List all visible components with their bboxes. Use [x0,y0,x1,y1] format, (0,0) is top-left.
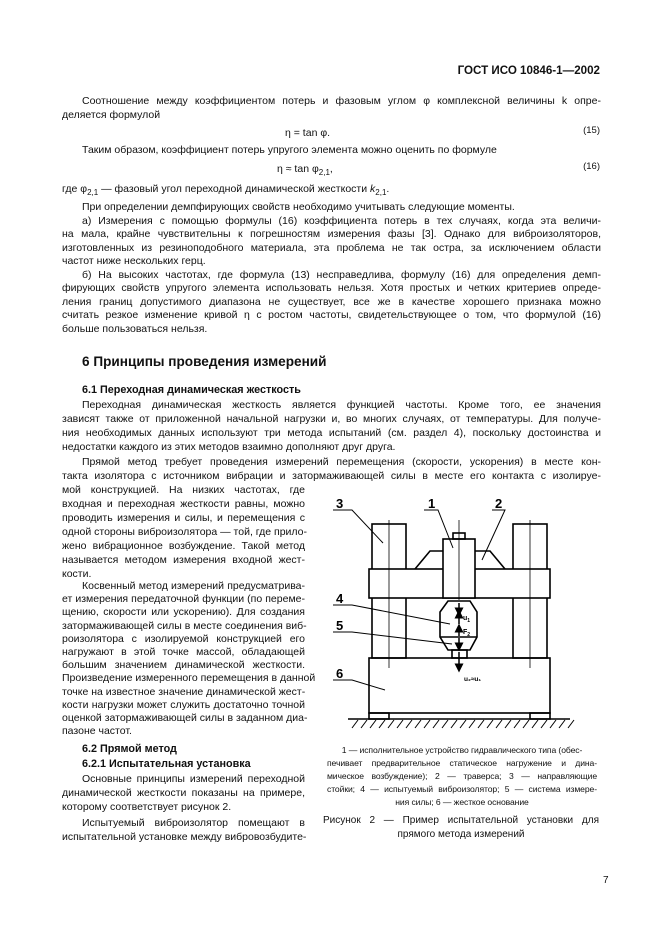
text-line: пазоне частот. [62,725,132,738]
figure-label-4: 4 [336,591,344,606]
section-6-2-heading: 6.2 Прямой метод [82,743,177,755]
hatch-stroke [442,720,448,728]
text-line: большим значением динамической жесткости. [62,659,305,672]
hatch-stroke [532,720,538,728]
equation-16-text: η ≈ tan φ [277,163,319,175]
paragraph-3 [62,183,389,195]
text-line: щению, скорости или ускорению). Для создания [62,606,305,619]
text-line: изготовленных из резиноподобного материала, эта проблема не так остра, за исключением области [62,241,601,254]
text-line: считать резкое изменение кривой η с ростом частоты, свидетельствующее о том, что формулой (16) [62,309,601,322]
text-line: которому соответствует рисунок 2. [62,801,232,813]
text-line: проводить измерения и силы, и перемещения с [62,511,305,524]
text-line: Произведение измеренного перемещения в данной [62,672,316,685]
text-line: мой конструкцией. На низких частотах, где [62,483,305,496]
text-line: частот ниже нескольких герц. [62,255,206,268]
text-line: Соотношение между коэффициентом потерь и фазовым углом φ комплексной величины k опре- [82,95,601,107]
figure-caption-line: прямого метода измерений [397,829,525,840]
text-line: на мала, крайне чувствительны к погрешностям измерения фазы [3]. Однако для виброизоляторов, [62,228,601,241]
hatch-stroke [415,720,421,728]
hatch-stroke [559,720,565,728]
text-line: Основные принципы измерений переходной [82,773,305,785]
text-line: Переходная динамическая жесткость является функцией частоты. Кроме того, ее значения [82,399,601,411]
hatch-stroke [487,720,493,728]
text-line: деляется формулой [62,109,161,121]
text-line: б) На высоких частотах, где формула (13) несправедлива, формулу (16) для определения демп- [82,269,601,281]
equation-16-number: (16) [583,161,600,172]
ground-hatch [352,720,574,728]
figure-caption-line: Рисунок 2 — Пример испытательной установки для [323,815,599,826]
hatch-stroke [451,720,457,728]
legend-line: стойки; 4 — испытуемый виброизолятор; 5 — система измере- [327,784,597,794]
section-6-1-heading: 6.1 Переходная динамическая жесткость [82,384,301,396]
p3-a: где φ [62,183,88,195]
equation-15-number: (15) [583,125,600,136]
hatch-stroke [379,720,385,728]
hatch-stroke [523,720,529,728]
hatch-stroke [568,720,574,728]
text-line: ния необходимых данных используют три метода испытаний (см. раздел 4), поскольку достоинства и [62,427,601,439]
legend-line: 1 — исполнительное устройство гидравлического типа (обес- [341,745,583,755]
legend-line: мическое возбуждение); 2 — траверса; 3 — направляющие [327,771,597,781]
crossbar-left-hump [415,551,444,569]
text-line: ления границ допустимого диапазона не существует, все же в качестве хорошего признака можно [62,295,601,308]
p3-sub1: 2,1 [87,188,99,197]
section-6-heading: 6 Принципы проведения измерений [82,354,327,369]
p3-c: . [386,183,390,195]
hatch-stroke [514,720,520,728]
hatch-stroke [505,720,511,728]
section-6-2-1-heading: 6.2.1 Испытательная установка [82,758,251,770]
figure-label-6: 6 [336,666,344,681]
hatch-stroke [469,720,475,728]
u2-approx-u1-label: u₂≈u₁ [464,676,482,683]
hatch-stroke [460,720,466,728]
hatch-stroke [478,720,484,728]
text-line: точке на известное значение динамической жест- [62,685,306,698]
page-number: 7 [603,875,609,886]
text-line: затормаживающей силы в месте соединения виб- [62,619,307,632]
hatch-stroke [370,720,376,728]
hatch-stroke [541,720,547,728]
equation-16-tail: , [329,163,333,175]
text-line: кости. [62,567,92,580]
equation-15: η = tan φ. [285,127,331,139]
text-line: а) Измерения с помощью формулы (16) коэффициента потерь в тех случаях, когда эта величи- [82,215,601,227]
text-line: роизолятора с изолируемой конструкцией его [62,632,305,645]
figure-label-5: 5 [336,618,344,633]
text-line: больше пользоваться нельзя. [62,322,208,335]
base-foot-left [369,713,389,719]
text-line: одной стороны виброизолятора — той, где прило- [62,525,307,538]
hatch-stroke [397,720,403,728]
p3-b: — фазовый угол переходной динамической жесткости [98,183,371,195]
figure-2-test-rig-diagram [320,490,580,735]
p3-k: k [370,183,376,195]
hatch-stroke [361,720,367,728]
text-line: оценкой затормаживающей силы в заданном диа- [62,712,308,724]
figure-label-2: 2 [495,496,503,511]
crossbar-right-hump [475,551,505,569]
text-line: динамической жесткости показаны на примере, [62,787,305,799]
hatch-stroke [424,720,430,728]
base-foot-right [530,713,550,719]
figure-label-3: 3 [336,496,344,511]
hatch-stroke [352,720,358,728]
text-line: нагружают в этой точке массой, обладающей [62,646,305,658]
text-line: фирующих свойств упругого элемента использовать нельзя. Хотя простых и четких критериев опреде- [62,282,601,295]
hatch-stroke [433,720,439,728]
text-line: Прямой метод требует проведения измерений перемещения (скорости, ускорения) в месте кон- [82,455,601,468]
paragraph-4: При определении демпфирующих свойств необходимо учитывать следующие моменты. [82,201,515,213]
text-line: такта изолятора с источником вибрации и затормаживающей силы в месте его контакта с изолируе- [62,469,601,482]
paragraph-2: Таким образом, коэффициент потерь упругого элемента можно оценить по формуле [82,144,497,156]
text-line: называется методом измерения входной жест- [62,553,305,566]
text-line: недостатки каждого из этих методов взаимно дополняют друг друга. [62,441,396,453]
equation-16-sub: 2,1 [318,168,330,177]
hatch-stroke [550,720,556,728]
document-code: ГОСТ ИСО 10846-1—2002 [457,64,600,77]
text-line: зависят также от приложенной начальной нагрузки и, во многих случаях, от температуры. Для получе- [62,413,601,425]
hatch-stroke [388,720,394,728]
leader-lines [333,510,505,690]
hatch-stroke [406,720,412,728]
p3-sub2: 2,1 [375,188,387,197]
text-line: Испытуемый виброизолятор помещают в [82,817,305,829]
legend-line: ния силы; 6 — жесткое основание [395,797,529,807]
text-line: кости нагрузки может служить достаточно точной [62,698,305,711]
f2-label: $F_2$ [463,629,471,638]
u1-label: $u_1$ [463,615,471,624]
figure-label-1: 1 [428,496,436,511]
legend-line: печивает предварительное статическое нагружение и дина- [327,758,597,768]
equation-16 [277,163,333,175]
text-line: жено вибрационное возбуждение. Такой метод [62,539,305,552]
text-line: Косвенный метод измерений предусматрива- [82,580,305,592]
text-line: испытательной установке между вибровозбудите- [62,831,307,843]
text-line: ет измерения передаточной функции (по переме- [62,593,305,606]
hatch-stroke [496,720,502,728]
text-line: входная и переходная жесткости равны, можно [62,497,305,510]
